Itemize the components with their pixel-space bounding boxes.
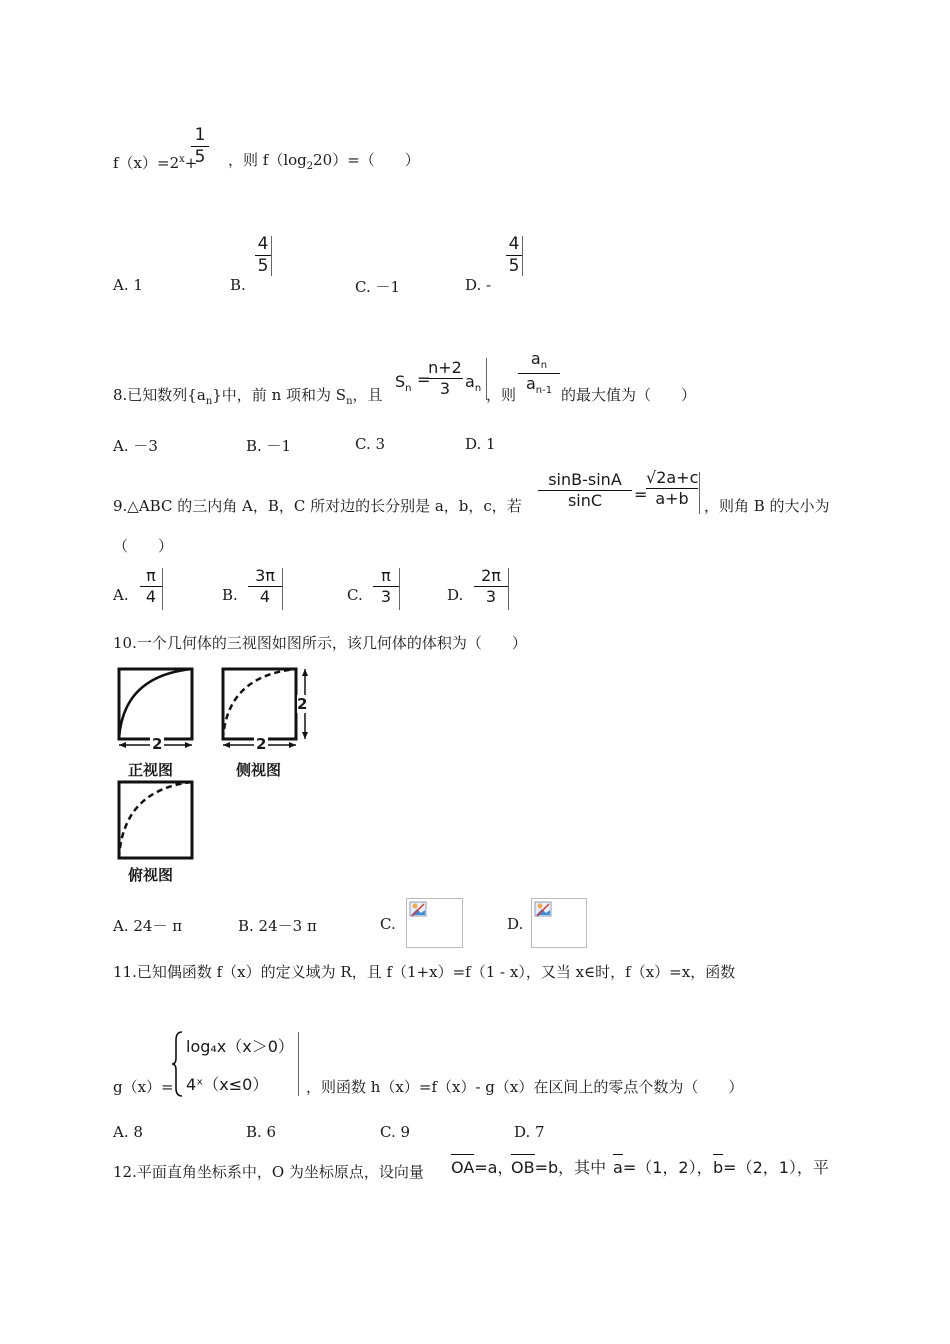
q7-stem: $f(x)=2^x+$ (113, 154, 198, 172)
q11-piecewise-edge (298, 1032, 299, 1096)
q9-option-b-label: B. (222, 586, 238, 604)
q12-stem: 12.平面直角坐标系中，O 为坐标原点，设向量 (113, 1163, 424, 1181)
q11-option-b: B. 6 (246, 1123, 277, 1141)
q10-option-d: D. (507, 915, 524, 933)
top-view-label: 俯视图 (128, 866, 174, 884)
q8-option-b: B. －1 (246, 437, 292, 455)
q9-option-d-edge (508, 568, 509, 610)
q12-vector-a-value: a=（1，2）， (613, 1152, 713, 1178)
q8-ratio-fraction: $a_n$ $a_{n-1}$ (518, 351, 560, 396)
q12-vector-b-value: b=（2，1），平 (713, 1152, 829, 1178)
left-brace-icon (172, 1030, 184, 1098)
q7-stem-suffix: ，则 $f(\log_220)=$（ ） (228, 151, 420, 172)
q7-option-b-fraction: 4 5 (255, 236, 271, 275)
q9-lhs-fraction: sinB-sinA sinC (538, 472, 632, 509)
q9-option-c-edge (399, 568, 400, 610)
q7-option-b-label: B. (230, 276, 246, 294)
front-view-label: 正视图 (128, 761, 174, 779)
q8-option-a: A. －3 (113, 437, 158, 455)
q7-fraction: 1 5 (191, 127, 209, 166)
q11-option-c: C. 9 (380, 1123, 411, 1141)
q7-option-a: A. 1 (113, 276, 143, 294)
q7-option-d-label: D. - (465, 276, 492, 294)
vector-arrow-icon (451, 1154, 474, 1155)
q8-stem: 8.已知数列$\{a_n\}$中，前 n 项和为 $S_n$，且 (113, 386, 383, 407)
q9-stem-suffix: ，则角 B 的大小为 (704, 497, 830, 515)
vector-arrow-icon (713, 1154, 723, 1155)
q9-option-d-label: D. (447, 586, 464, 604)
q8-equation: $S_n$ = n+2 3 $a_n$ (395, 358, 482, 398)
q8-then: ，则 (486, 386, 517, 404)
q9-rhs-fraction: √2a+c a+b (646, 468, 699, 508)
side-view-dim-height: 2 (297, 695, 308, 713)
q9-stem: 9.△ABC 的三内角 A，B，C 所对边的长分别是 a，b，c，若 (113, 497, 522, 515)
q11-stem: 11.已知偶函数 f（x）的定义域为 R，且 f（1+x）=f（1 - x），又当 x∈时，f（x）=x，函数 (113, 963, 736, 981)
q7-option-d-edge (522, 236, 523, 276)
q9-option-a-fraction: π 4 (140, 568, 162, 605)
q10-option-d-broken-image (531, 898, 587, 948)
q10-option-c: C. (380, 915, 396, 933)
q7-option-c: C. －1 (355, 278, 401, 296)
front-view-dim: 2 (152, 735, 163, 753)
q10-option-b: B. 24－3 π (238, 917, 317, 935)
q9-option-c-fraction: π 3 (373, 568, 399, 605)
side-view-dim-width: 2 (256, 735, 267, 753)
q10-option-c-broken-image (406, 898, 463, 948)
q10-stem: 10.一个几何体的三视图如图所示，该几何体的体积为（ ） (113, 634, 527, 652)
q10-option-a: A. 24－ π (113, 917, 183, 935)
q9-option-b-edge (282, 568, 283, 610)
q8-option-c: C. 3 (355, 435, 386, 453)
q11-g-prefix: g（x）= (113, 1078, 174, 1096)
top-view (119, 782, 192, 858)
q8-option-d: D. 1 (465, 435, 496, 453)
broken-image-icon (409, 901, 429, 919)
q11-option-a: A. 8 (113, 1123, 143, 1141)
q12-vector-ob: OB=b，其中 (511, 1152, 606, 1178)
side-view-label: 侧视图 (236, 761, 282, 779)
q9-option-b-fraction: 3π 4 (248, 568, 282, 605)
q9-option-c-label: C. (347, 586, 363, 604)
vector-arrow-icon (613, 1154, 623, 1155)
vector-arrow-icon (511, 1154, 535, 1155)
q9-equation-edge (699, 472, 700, 514)
q11-piecewise: log₄x（x＞0） 4ˣ（x≤0） (172, 1030, 300, 1098)
q9-paren: （ ） (113, 537, 174, 555)
q9-equals: = (634, 485, 648, 504)
q9-option-d-fraction: 2π 3 (474, 568, 508, 605)
q9-option-a-edge (162, 568, 163, 610)
q7-option-d-fraction: 4 5 (506, 236, 522, 275)
q12-vector-oa: OA=a， (451, 1152, 513, 1178)
q7-option-b-edge (271, 236, 272, 276)
broken-image-icon (534, 901, 554, 919)
q11-stem-suffix: ，则函数 h（x）=f（x）- g（x）在区间上的零点个数为（ ） (306, 1078, 744, 1096)
q9-option-a-label: A. (113, 586, 129, 604)
q8-stem-suffix: 的最大值为（ ） (561, 386, 697, 404)
q11-option-d: D. 7 (514, 1123, 545, 1141)
